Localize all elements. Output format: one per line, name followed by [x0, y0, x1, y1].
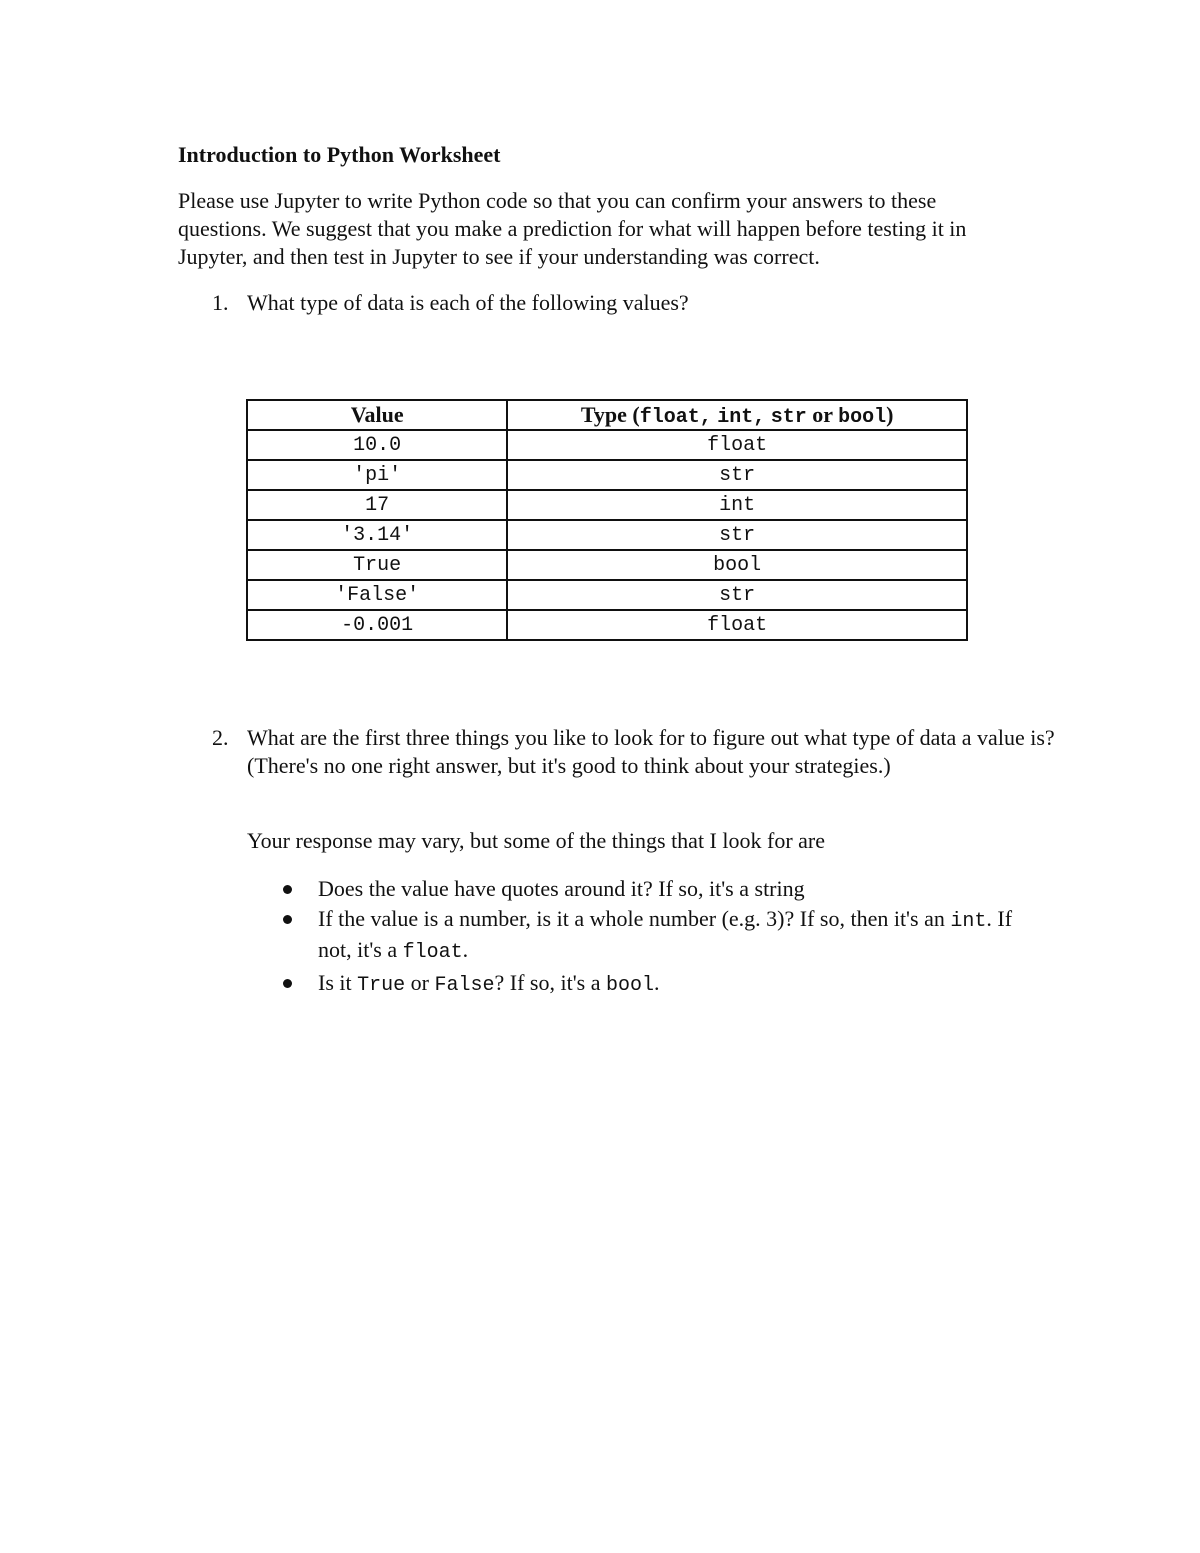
header-type-prefix: Type (	[580, 401, 640, 427]
cell-type: float	[507, 610, 967, 640]
list-item	[247, 905, 1027, 967]
header-type-bool: bool	[838, 405, 887, 429]
table-row	[247, 550, 967, 580]
response-intro: Your response may vary, but some of the things that I look for are	[247, 828, 826, 853]
question-2-text: What are the first three things you like to look for to figure out what type of data a value is? (There's no one right answer, but it's good to think about your strategies.)	[247, 725, 1055, 778]
header-type-float: float,	[639, 405, 712, 429]
document-body	[178, 141, 1055, 997]
cell-type: str	[507, 460, 967, 490]
cell-value: 'False'	[247, 580, 507, 610]
intro-paragraph: Please use Jupyter to write Python code so that you can confirm your answers to these questions. We suggest that you make a prediction for what will happen before testing it in Jupyter, and then test in Jupyter to see if your understanding was correct.	[178, 188, 967, 269]
bullet-list	[247, 875, 1027, 1002]
bullet-3-end: .	[654, 970, 660, 995]
header-type-int: int,	[717, 405, 766, 429]
cell-type: bool	[507, 550, 967, 580]
question-2	[178, 724, 1097, 780]
table-row	[247, 430, 967, 460]
table-row	[247, 580, 967, 610]
cell-type: int	[507, 490, 967, 520]
table-row	[247, 460, 967, 490]
table-row	[247, 490, 967, 520]
bullet-3-text: Is it	[318, 970, 358, 995]
question-1-number: 1.	[212, 290, 229, 315]
question-1	[178, 289, 1028, 317]
cell-value: -0.001	[247, 610, 507, 640]
value-type-table	[246, 399, 968, 641]
bullet-3-code-false: False	[434, 974, 495, 997]
list-item	[247, 969, 1027, 1000]
cell-type: float	[507, 430, 967, 460]
document-title: Introduction to Python Worksheet	[178, 142, 501, 167]
header-type-str: str	[770, 405, 807, 429]
bullet-2-end: .	[462, 937, 469, 962]
bullet-3-code-true: True	[357, 974, 406, 997]
bullet-2-mid: . If not, it's a	[318, 906, 1013, 962]
bullet-3-or: or	[405, 970, 435, 995]
cell-value: 10.0	[247, 430, 507, 460]
bullet-2-code-int: int	[950, 910, 987, 933]
bullet-2-text: If the value is a number, is it a whole number (e.g. 3)? If so, then it's an	[318, 906, 951, 931]
header-value: Value	[247, 400, 507, 430]
header-type	[507, 400, 967, 430]
bullet-dot-icon	[283, 979, 292, 988]
cell-value: 'pi'	[247, 460, 507, 490]
table-row	[247, 610, 967, 640]
bullet-2-code-float: float	[402, 941, 463, 964]
cell-type: str	[507, 520, 967, 550]
table-row	[247, 520, 967, 550]
bullet-3-mid: ? If so, it's a	[494, 970, 606, 995]
cell-value: 17	[247, 490, 507, 520]
bullet-dot-icon	[283, 915, 292, 924]
question-2-number: 2.	[212, 725, 229, 750]
cell-type: str	[507, 580, 967, 610]
bullet-1-text: Does the value have quotes around it? If so, it's a string	[318, 876, 805, 901]
list-item	[247, 875, 1027, 903]
cell-value: '3.14'	[247, 520, 507, 550]
header-type-or: or	[812, 401, 833, 427]
cell-value: True	[247, 550, 507, 580]
table-header-row	[247, 400, 967, 430]
bullet-dot-icon	[283, 885, 292, 894]
bullet-3-code-bool: bool	[605, 974, 654, 997]
question-1-text: What type of data is each of the following values?	[247, 290, 689, 315]
header-type-suffix: )	[886, 401, 894, 427]
